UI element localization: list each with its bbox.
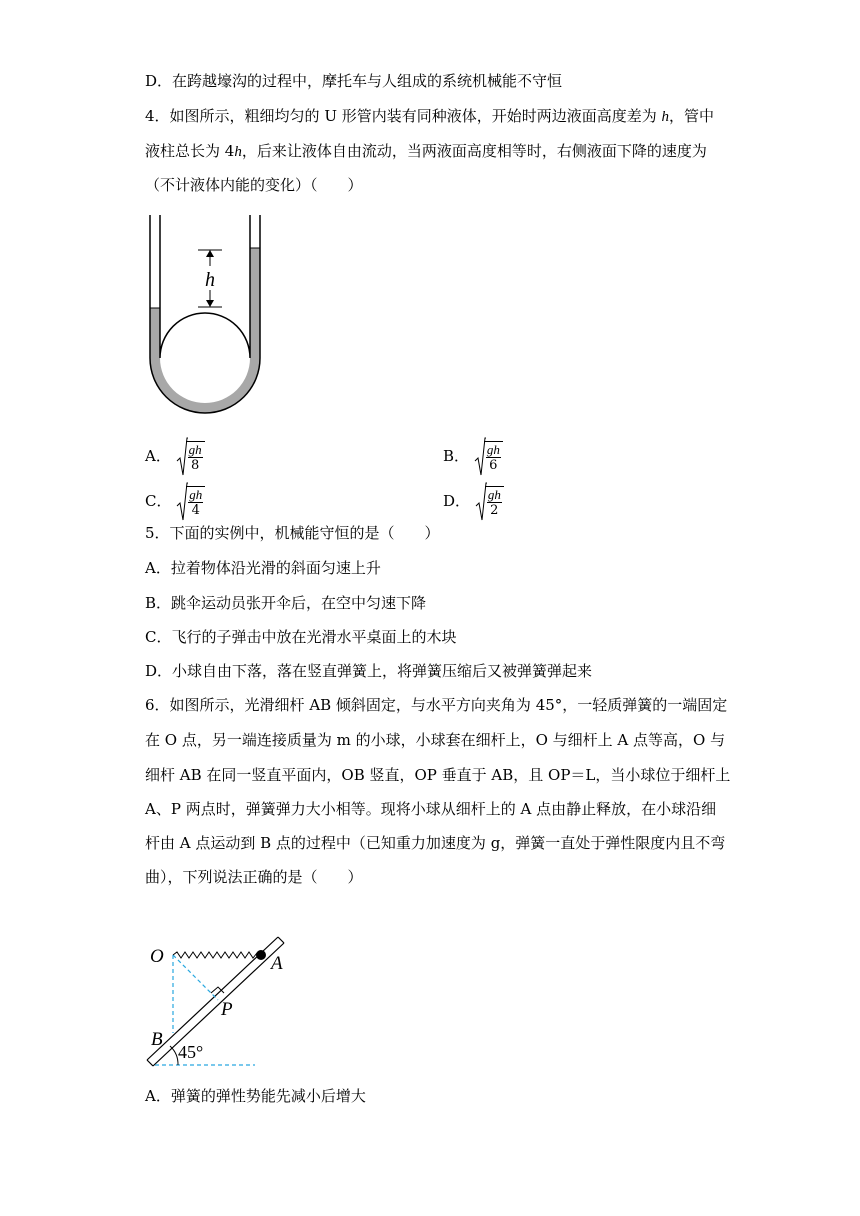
q6-stem-line1: 6．如图所示，光滑细杆 AB 倾斜固定，与水平方向夹角为 45°，一轻质弹簧的一端固定	[145, 696, 728, 714]
arrow-down-icon	[206, 300, 214, 307]
label-angle: 45°	[178, 1042, 204, 1062]
q4-option-b	[443, 437, 503, 477]
fraction-denominator: 4	[191, 503, 200, 518]
q4-text: ，后来让液体自由流动，当两液面高度相等时，右侧液面下降的速度为	[241, 142, 707, 160]
sqrt-expression	[176, 482, 205, 522]
ball	[256, 950, 266, 960]
sqrt-expression	[475, 482, 504, 522]
q6-stem-line4: A、P 两点时，弹簧弹力大小相等。现将小球从细杆上的 A 点由静止释放，在小球沿细	[145, 800, 717, 818]
fraction-denominator: 2	[490, 503, 499, 518]
label-o: O	[150, 946, 164, 967]
label-b: B	[151, 1029, 163, 1050]
q4-option-c	[145, 482, 205, 522]
q6-stem-line5: 杆由 A 点运动到 B 点的过程中（已知重力加速度为 g，弹簧一直处于弹性限度内且不弯	[145, 834, 726, 852]
q4-stem-line3: （不计液体内能的变化）（ ）	[145, 176, 363, 194]
q4-text: 液柱总长为 4	[145, 142, 235, 160]
q4-var-h: h	[661, 109, 669, 125]
option-label: C．	[145, 492, 172, 510]
q5-option-a: A．拉着物体沿光滑的斜面匀速上升	[145, 559, 381, 577]
spring	[173, 952, 261, 958]
q6-stem-line2: 在 O 点，另一端连接质量为 m 的小球，小球套在细杆上，O 与细杆上 A 点等高，O 与	[145, 731, 726, 749]
q5-option-d: D．小球自由下落，落在竖直弹簧上，将弹簧压缩后又被弹簧弹起来	[145, 662, 593, 680]
fraction-numerator: gh	[188, 442, 202, 457]
q6-option-a: A．弹簧的弹性势能先减小后增大	[145, 1087, 366, 1105]
q4-option-d	[443, 482, 504, 522]
q4-stem-line1	[145, 105, 714, 128]
u-tube-figure	[140, 210, 270, 415]
option-label: A．	[145, 447, 171, 465]
arrow-up-icon	[206, 250, 214, 257]
fraction-numerator: gh	[487, 487, 501, 502]
option-label: D．	[443, 492, 471, 510]
sqrt-expression	[176, 437, 205, 477]
label-p: P	[221, 999, 233, 1020]
fraction-numerator: gh	[486, 442, 500, 457]
q4-text: 4．如图所示，粗细均匀的 U 形管内装有同种液体，开始时两边液面高度差为	[145, 107, 662, 125]
option-label: B．	[443, 447, 470, 465]
q4-option-a	[145, 437, 205, 477]
q4-text: ，管中	[669, 107, 715, 125]
q5-option-c: C．飞行的子弹击中放在光滑水平桌面上的木块	[145, 628, 457, 646]
q6-stem-line3: 细杆 AB 在同一竖直平面内，OB 竖直，OP 垂直于 AB，且 OP＝L，当小球位于细杆上	[145, 766, 731, 784]
q3-option-d: D．在跨越壕沟的过程中，摩托车与人组成的系统机械能不守恒	[145, 72, 563, 90]
q4-stem-line2	[145, 140, 707, 163]
q4-var-h: h	[234, 144, 242, 160]
fraction-numerator: gh	[189, 487, 203, 502]
q6-stem-line6: 曲），下列说法正确的是（ ）	[145, 868, 363, 886]
fraction-denominator: 6	[489, 458, 498, 473]
label-a: A	[271, 953, 283, 974]
q5-stem: 5．下面的实例中，机械能守恒的是（ ）	[145, 524, 440, 542]
incline-rod-figure	[145, 925, 295, 1070]
fraction-denominator: 8	[190, 458, 200, 473]
q5-option-b: B．跳伞运动员张开伞后，在空中匀速下降	[145, 594, 427, 612]
sqrt-expression	[474, 437, 503, 477]
h-label: h	[205, 269, 215, 291]
